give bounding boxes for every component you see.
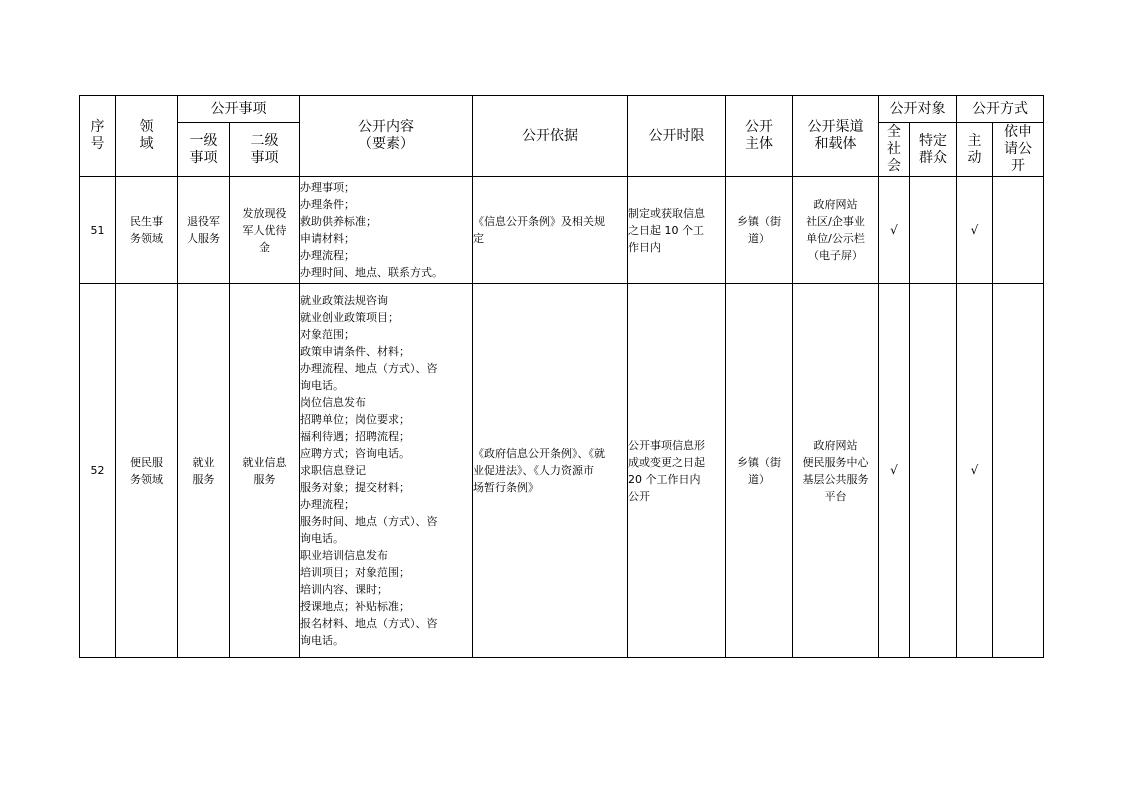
cell-content: 就业政策法规咨询 就业创业政策项目； 对象范围； 政策申请条件、材料； 办理流程、地点（方式）、咨 询电话。 岗位信息发布 招聘单位；岗位要求； 福利待遇；招聘流程； 应聘方式；咨询电话。 求职信息登记 服务对象；提交材料； 办理流程； 服务时间、地点（方式）、咨 询电话。 职业培训信息发布 培训项目；对象范围； 培训内容、课时； 授课地点；补贴标准； 报名材料、地点（方式）、咨 询电话。 [300, 284, 473, 658]
cell-subject: 乡镇（街 道） [726, 177, 793, 284]
header-method-apply: 依申 请公 开 [993, 123, 1044, 177]
cell-method-apply [993, 177, 1044, 284]
header-basis: 公开依据 [473, 96, 628, 177]
cell-subject: 乡镇（街 道） [726, 284, 793, 658]
cell-target-all: √ [879, 284, 910, 658]
cell-target-specific [910, 284, 957, 658]
cell-seq: 52 [80, 284, 116, 658]
cell-level2: 就业信息 服务 [230, 284, 300, 658]
header-target-all: 全 社 会 [879, 123, 910, 177]
cell-method-active: √ [957, 177, 993, 284]
cell-target-specific [910, 177, 957, 284]
header-content: 公开内容 （要素） [300, 96, 473, 177]
cell-target-all: √ [879, 177, 910, 284]
header-items-group: 公开事项 [178, 96, 300, 123]
cell-time-limit: 制定或获取信息 之日起 10 个工 作日内 [628, 177, 726, 284]
header-target-specific: 特定 群众 [910, 123, 957, 177]
header-method-group: 公开方式 [957, 96, 1044, 123]
cell-domain: 民生事 务领域 [116, 177, 178, 284]
header-seq: 序 号 [80, 96, 116, 177]
cell-basis: 《政府信息公开条例》、《就 业促进法》、《人力资源市 场暂行条例》 [473, 284, 628, 658]
cell-time-limit: 公开事项信息形 成或变更之日起 20 个工作日内 公开 [628, 284, 726, 658]
disclosure-table [79, 95, 1044, 658]
cell-method-apply [993, 284, 1044, 658]
cell-method-active: √ [957, 284, 993, 658]
table-row [80, 284, 1044, 658]
header-level1: 一级 事项 [178, 123, 230, 177]
cell-seq: 51 [80, 177, 116, 284]
cell-level2: 发放现役 军人优待 金 [230, 177, 300, 284]
cell-channel: 政府网站 便民服务中心 基层公共服务 平台 [793, 284, 879, 658]
header-target-group: 公开对象 [879, 96, 957, 123]
header-time-limit: 公开时限 [628, 96, 726, 177]
cell-channel: 政府网站 社区/企事业 单位/公示栏 （电子屏） [793, 177, 879, 284]
cell-level1: 退役军 人服务 [178, 177, 230, 284]
cell-domain: 便民服 务领域 [116, 284, 178, 658]
header-method-active: 主 动 [957, 123, 993, 177]
table-row [80, 177, 1044, 284]
header-domain: 领 域 [116, 96, 178, 177]
cell-content: 办理事项； 办理条件； 救助供养标准； 申请材料； 办理流程； 办理时间、地点、联系方式。 [300, 177, 473, 284]
cell-level1: 就业 服务 [178, 284, 230, 658]
header-subject: 公开 主体 [726, 96, 793, 177]
header-row-1 [80, 96, 1044, 123]
cell-basis: 《信息公开条例》及相关规 定 [473, 177, 628, 284]
header-channel: 公开渠道 和载体 [793, 96, 879, 177]
header-level2: 二级 事项 [230, 123, 300, 177]
